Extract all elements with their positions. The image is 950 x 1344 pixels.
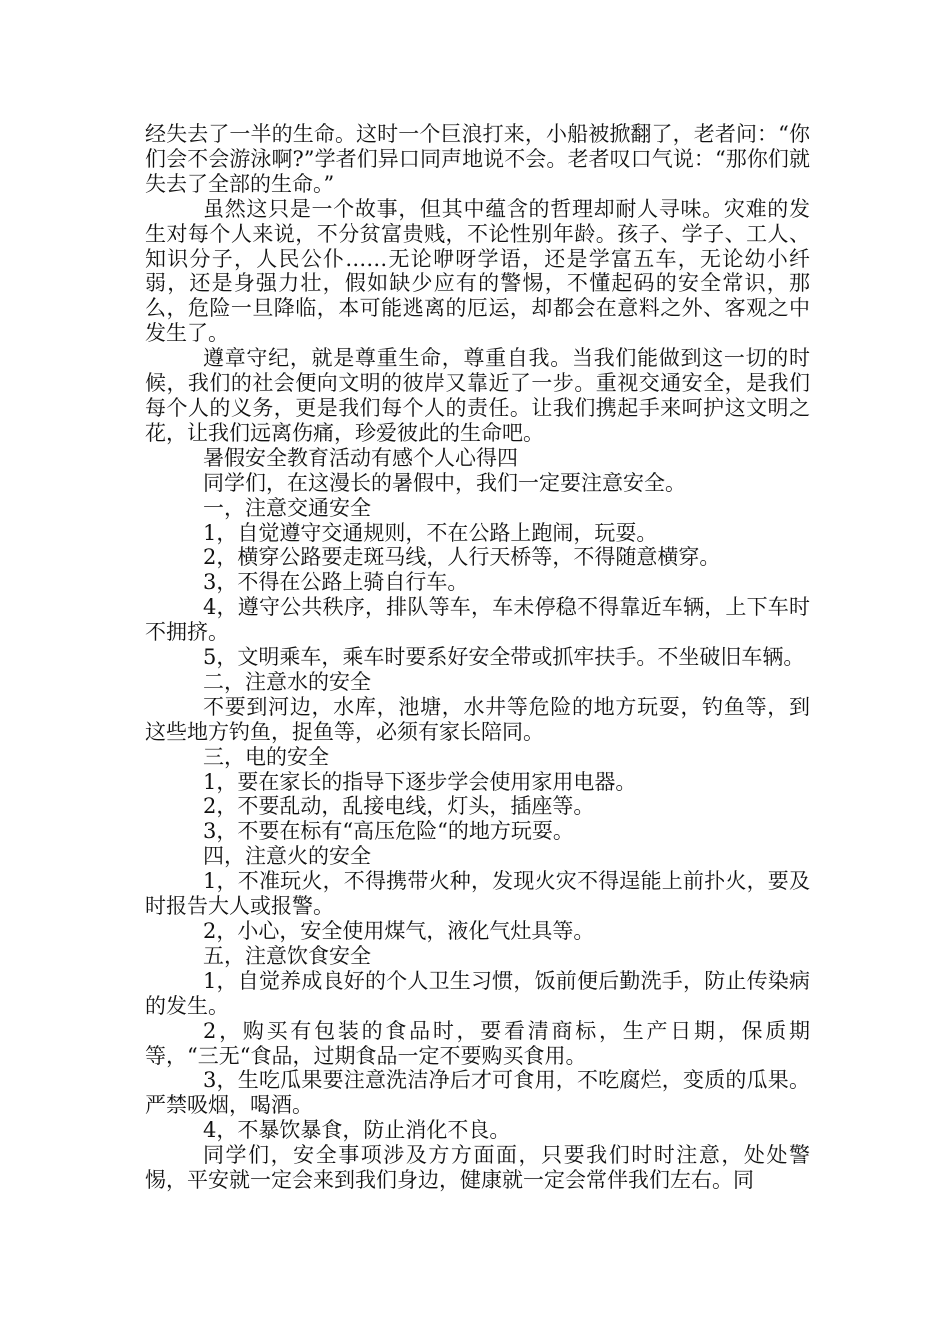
paragraph: 同学们，安全事项涉及方方面面，只要我们时时注意，处处警惕，平安就一定会来到我们身边，健康就一定会常伴我们左右。同 <box>145 1143 810 1193</box>
paragraph: 遵章守纪，就是尊重生命，尊重自我。当我们能做到这一切的时候，我们的社会便向文明的彼岸又靠近了一步。重视交通安全，是我们每个人的义务，更是我们每个人的责任。让我们携起手来呵护这文明之花，让我们远离伤痛，珍爱彼此的生命吧。 <box>145 346 810 445</box>
list-item: 1，自觉遵守交通规则，不在公路上跑闹，玩耍。 <box>203 520 658 545</box>
list-item: 2，不要乱动，乱接电线，灯头，插座等。 <box>203 794 595 819</box>
list-item: 2，购买有包装的食品时，要看清商标，生产日期，保质期等，“三无“食品，过期食品一定不要购买食用。 <box>145 1018 810 1068</box>
section-heading: 五，注意饮食安全 <box>203 943 371 968</box>
list-item: 4，不暴饮暴食，防止消化不良。 <box>203 1118 511 1143</box>
list-item: 3，不得在公路上骑自行车。 <box>203 570 469 595</box>
paragraph: 虽然这只是一个故事，但其中蕴含的哲理却耐人寻味。灾难的发生对每个人来说，不分贫富贵贱，不论性别年龄。孩子、学子、工人、知识分子，人民公仆……无论咿呀学语，还是学富五车，无论幼小纤弱，还是身强力壮，假如缺少应有的警惕，不懂起码的安全常识，那么，危险一旦降临，本可能逃离的厄运，却都会在意料之外、客观之中发生了。 <box>145 196 810 346</box>
paragraph: 经失去了一半的生命。这时一个巨浪打来，小船被掀翻了，老者问：“你们会不会游泳啊?”学者们异口同声地说不会。老者叹口气说：“那你们就失去了全部的生命。” <box>145 122 810 196</box>
list-item: 2，横穿公路要走斑马线，人行天桥等，不得随意横穿。 <box>203 545 721 570</box>
list-item: 1，不准玩火，不得携带火种，发现火灾不得逞能上前扑火，要及时报告大人或报警。 <box>145 869 810 919</box>
list-item: 2，小心，安全使用煤气，液化气灶具等。 <box>203 919 595 943</box>
paragraph: 不要到河边，水库，池塘，水井等危险的地方玩耍，钓鱼等，到这些地方钓鱼，捉鱼等，必须有家长陪同。 <box>145 694 810 744</box>
list-item: 4，遵守公共秩序，排队等车，车未停稳不得靠近车辆，上下车时不拥挤。 <box>145 595 810 645</box>
document-body <box>145 122 810 1193</box>
section-heading: 一，注意交通安全 <box>203 495 371 520</box>
list-item: 5，文明乘车，乘车时要系好安全带或抓牢扶手。不坐破旧车辆。 <box>203 645 805 670</box>
section-heading: 四，注意火的安全 <box>203 844 371 869</box>
list-item: 3，生吃瓜果要注意洗洁净后才可食用，不吃腐烂，变质的瓜果。严禁吸烟，喝酒。 <box>145 1068 810 1118</box>
section-heading: 三，电的安全 <box>203 744 329 769</box>
list-item: 3，不要在标有“高压危险“的地方玩耍。 <box>203 819 574 844</box>
section-heading: 二，注意水的安全 <box>203 669 371 694</box>
list-item: 1，要在家长的指导下逐步学会使用家用电器。 <box>203 769 637 794</box>
paragraph: 同学们，在这漫长的暑假中，我们一定要注意安全。 <box>203 470 686 495</box>
section-heading: 暑假安全教育活动有感个人心得四 <box>203 445 518 470</box>
list-item: 1，自觉养成良好的个人卫生习惯，饭前便后勤洗手，防止传染病的发生。 <box>145 968 810 1018</box>
